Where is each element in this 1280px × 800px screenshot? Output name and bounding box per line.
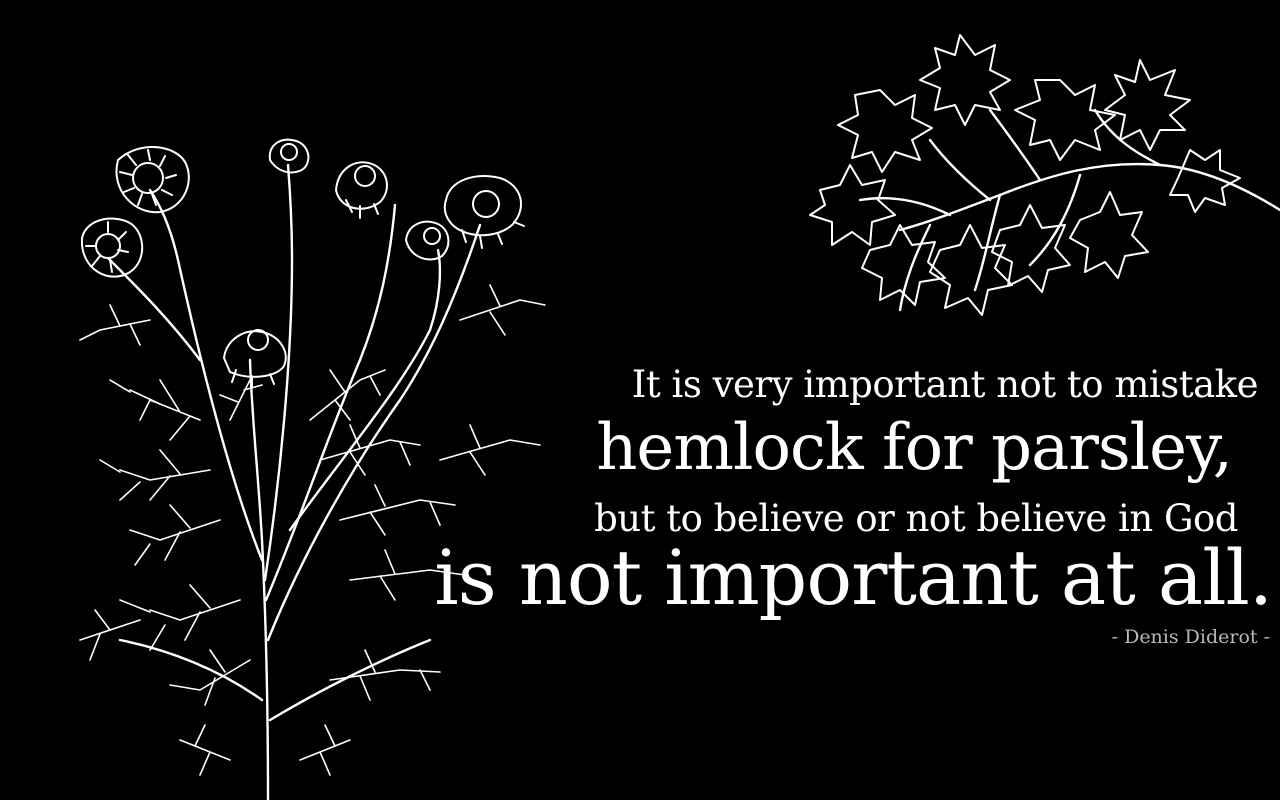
quote-line-4: is not important at all. bbox=[434, 533, 1272, 622]
quote-line-3: but to believe or not believe in God bbox=[594, 497, 1238, 540]
quote-line-2: hemlock for parsley, bbox=[596, 411, 1232, 485]
quote-line-1: It is very important not to mistake bbox=[631, 363, 1258, 406]
quote-attribution: - Denis Diderot - bbox=[1111, 626, 1270, 648]
